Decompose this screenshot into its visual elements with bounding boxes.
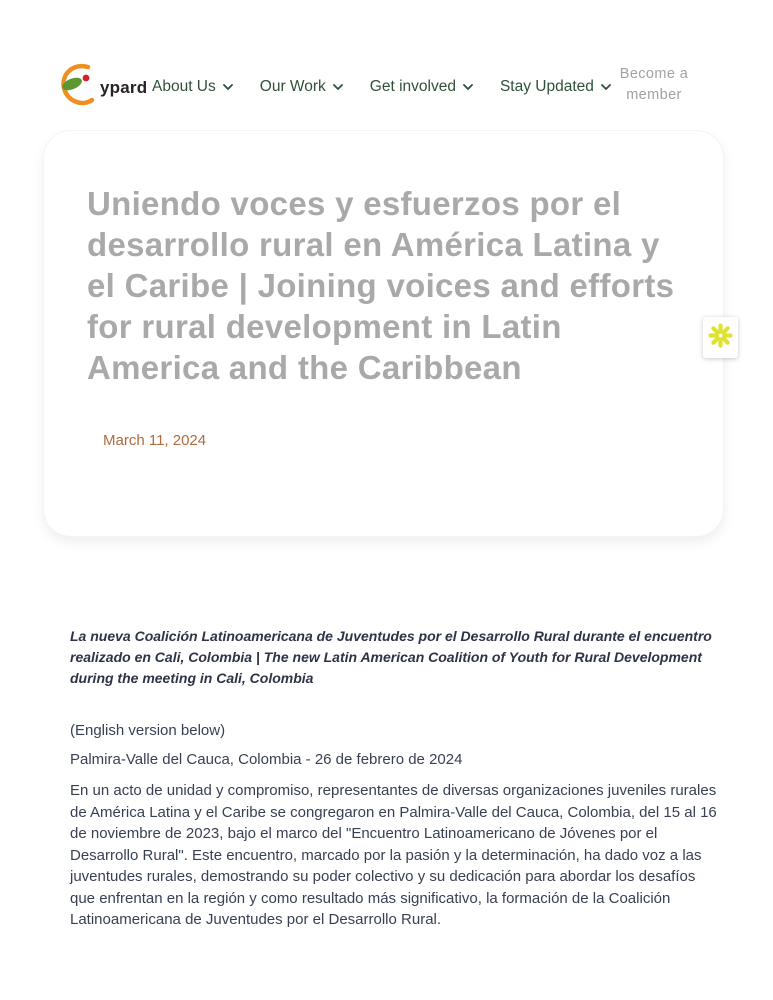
chevron-down-icon <box>601 84 611 91</box>
chevron-down-icon <box>463 84 473 91</box>
nav-label: Stay Updated <box>499 78 594 95</box>
chevron-down-icon <box>223 84 233 91</box>
chevron-down-icon <box>333 84 343 91</box>
asterisk-icon <box>708 323 733 353</box>
publish-date: March 11, 2024 <box>103 432 207 449</box>
ypard-logo-icon <box>55 62 99 113</box>
nav-item-get-involved[interactable] <box>370 78 473 96</box>
page-title-line: for rural development in Latin <box>87 308 562 345</box>
site-header <box>0 0 773 130</box>
nav-item-stay-updated[interactable] <box>500 78 611 96</box>
nav-item-our-work[interactable] <box>260 78 343 96</box>
nav-item-about-us[interactable] <box>152 78 233 96</box>
nav-label: Get involved <box>369 78 456 95</box>
page-title <box>44 131 723 388</box>
main-nav <box>152 78 611 96</box>
nav-label: Our Work <box>259 78 326 95</box>
image-caption: La nueva Coalición Latinoamericana de Juventudes por el Desarrollo Rural durante el encuentro realizado en Cali, Colombia | The new Latin American Coalition of Youth for Rural Development during the meeting in Cali, Colombia <box>70 628 712 686</box>
ypard-logo-text: ypard <box>100 77 148 97</box>
english-version-note: (English version below) <box>70 722 226 739</box>
accessibility-widget-button[interactable] <box>703 317 738 358</box>
page-title-line: America and the Caribbean <box>87 349 522 386</box>
hero-card <box>43 130 724 537</box>
page-title-line: desarrollo rural en América Latina y <box>87 226 660 263</box>
article-body <box>70 626 720 931</box>
nav-label: About Us <box>152 78 216 95</box>
become-member-link[interactable]: Become a member <box>619 66 689 103</box>
article-paragraph: En un acto de unidad y compromiso, representantes de diversas organizaciones juveniles rurales de América Latina y el Caribe se congregaron en Palmira-Valle del Cauca, Colombia, del 15 al 16 de noviembre de 2023, bajo el marco del "Encuentro Latinoamericano de Jóvenes por el Desarrollo Rural". Este encuentro, marcado por la pasión y la determinación, ha dado voz a las juventudes rurales, demostrando su poder colectivo y su dedicación para abordar los desafíos que enfrentan en la región y como resultado más significativo, la formación de la Coalición Latinoamericana de Juventudes por el Desarrollo Rural. <box>70 782 717 928</box>
page-title-line: el Caribe | Joining voices and efforts <box>87 267 675 304</box>
ypard-logo[interactable] <box>55 62 147 113</box>
page-title-line: Uniendo voces y esfuerzos por el <box>87 185 622 222</box>
article-dateline: Palmira-Valle del Cauca, Colombia - 26 de febrero de 2024 <box>70 751 463 768</box>
